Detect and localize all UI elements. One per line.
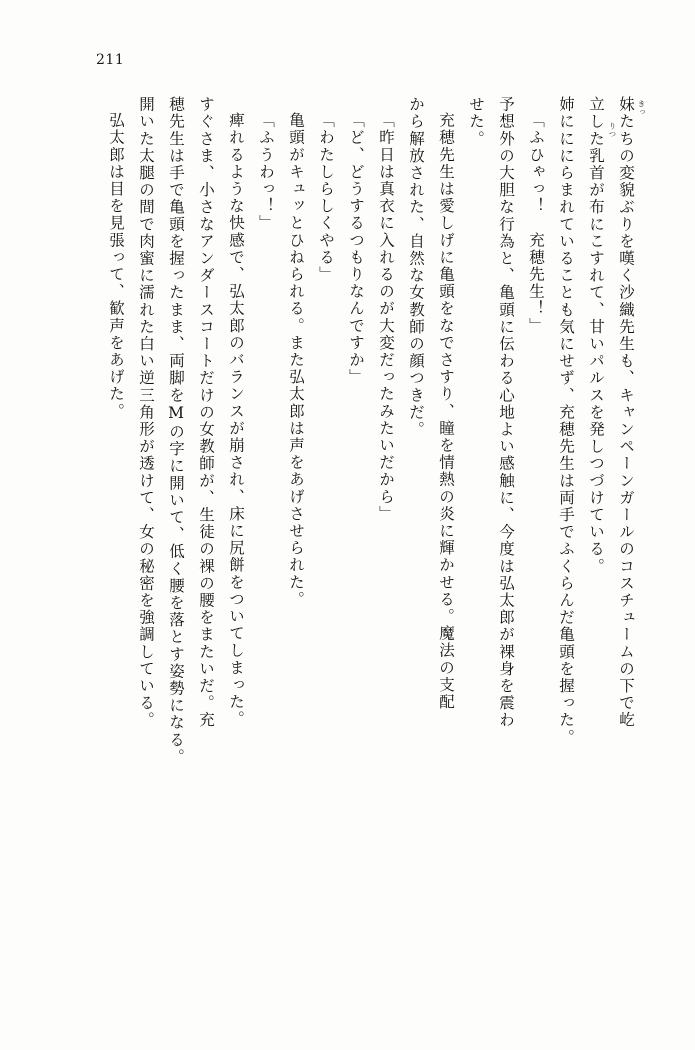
text-line: 痺れるような快感で、弘太郎のバランスが崩され、床に尻餅をついてしまった。 <box>227 112 245 728</box>
text-line: 「ど、どうするつもりなんですか」 <box>347 112 365 386</box>
text-line: 「昨日は真衣に入れるのが大変だったみたいだから」 <box>377 112 395 523</box>
text-line: すぐさま、小さなアンダースコートだけの女教師が、生徒の裸の腰をまたいだ。充 <box>197 96 215 729</box>
text-line: 開いた太腿の間で肉蜜に濡れた白い逆三角形が透けて、女の秘密を強調している。 <box>137 96 155 729</box>
text-line: 立した乳首が布にこすれて、甘いパルスを発しつづけている。 <box>587 96 605 575</box>
text-line: 予想外の大胆な行為と、亀頭に伝わる心地よい感触に、今度は弘太郎が裸身を震わ <box>497 96 515 729</box>
text-line: 弘太郎は目を見張って、歓声をあげた。 <box>107 112 125 420</box>
text-line: 「わたしらしくやる」 <box>317 112 335 283</box>
ruby-annotation-kitsu: きっ <box>637 100 646 116</box>
text-line: 「ふうわっ！」 <box>257 112 275 232</box>
page-number: 211 <box>96 52 125 68</box>
text-line: から解放された、自然な女教師の顔つきだ。 <box>407 96 425 438</box>
text-line: 充穂先生は愛しげに亀頭をなでさすり、瞳を情熱の炎に輝かせる。魔法の支配 <box>437 112 455 711</box>
text-line: 「ふひゃっ！ 充穂先生！」 <box>527 112 545 335</box>
text-line: 亀頭がキュッとひねられる。また弘太郎は声をあげさせられた。 <box>287 112 305 608</box>
text-line: 妹たちの変貌ぶりを嘆く沙織先生も、キャンペーンガールのコスチュームの下で屹 <box>617 96 635 729</box>
text-line: 穂先生は手で亀頭を握ったまま、両脚をMの字に開いて、低く腰を落とす姿勢になる。 <box>167 96 185 766</box>
text-line: 姉にににらまれていることも気にせず、充穂先生は両手でふくらんだ亀頭を握った。 <box>557 96 575 746</box>
vertical-text-body <box>62 96 633 998</box>
ruby-annotation-ritsu: りつ <box>608 122 617 138</box>
text-line: せた。 <box>467 96 485 148</box>
